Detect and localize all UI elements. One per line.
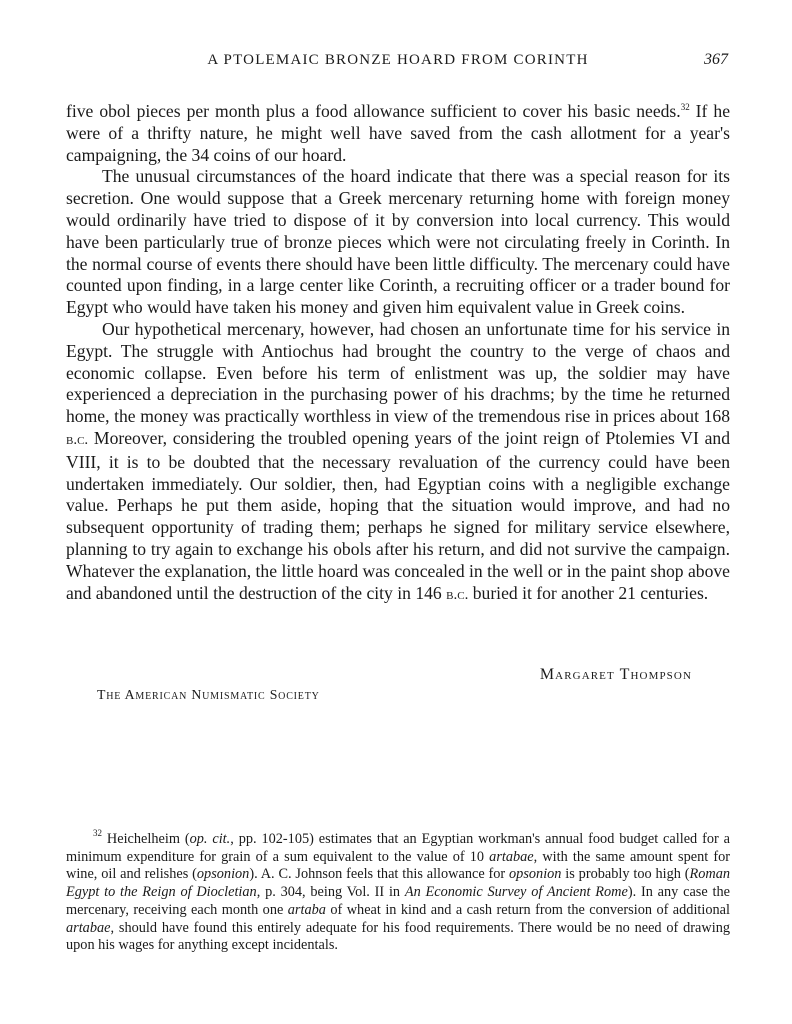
footnote-text: , pp. 102-105) estimates that an Egyptian workman's annual food budget called for a minimum expenditure for grain of a sum equivalent to the value of 10 [66, 831, 730, 865]
footnote-text: ). A. C. Johnson feels that this allowance for [249, 866, 510, 883]
footnote-text: Heichelheim ( [102, 831, 190, 847]
footnote-reference: 32 [680, 102, 690, 112]
footnote-italic: opsonion [509, 866, 562, 883]
footnote-italic: opsonion [196, 866, 250, 883]
author-affiliation: The American Numismatic Society [97, 687, 320, 702]
footnote-text: is probably too high ( [561, 866, 690, 883]
author-signature: Margaret Thompson [539, 666, 692, 683]
footnote-number: 32 [93, 828, 102, 838]
paragraph-continued [66, 101, 730, 166]
paragraph-text: five obol pieces per month plus a food allowance sufficient to cover his basic needs. [66, 101, 681, 121]
footnote-text: ). In any case the mercenary, receiving each month one [66, 884, 730, 918]
footnote [66, 828, 730, 955]
era-abbreviation: b.c. [66, 431, 89, 448]
footnote-italic: artabae [489, 848, 534, 865]
era-abbreviation: b.c. [446, 586, 469, 603]
paragraph: The unusual circumstances of the hoard indicate that there was a special reason for its secretion. One would suppose that a Greek mercenary returning home with foreign money would ordinarily have tried to dispose of it by conversion into local currency. This would have been particularly true of bronze pieces which were not circulating freely in Corinth. In the normal course of events there should have been little difficulty. The mercenary could have counted upon finding, in a large center like Corinth, a recruiting officer or a trader bound for Egypt who would have taken his money and given him equivalent value in Greek coins. [66, 166, 730, 318]
footnote-italic: Roman Egypt to the Reign of Diocletian [66, 866, 730, 901]
paragraph-text: Our hypothetical mercenary, however, had chosen an unfortunate time for his service in Egypt. The struggle with Antiochus had brought the country to the verge of chaos and economic collapse. Even before his term of enlistment was up, the soldier may have experienced a depreciation in the purchasing power of his drachms; by the time he returned home, the money was practically worthless in view of the tremendous rise in prices about 168 [66, 318, 730, 427]
article-body [66, 101, 730, 606]
paragraph-text: Moreover, considering the troubled opening years of the joint reign of Ptolemies VI and VIII, it is to be doubted that the necessary revaluation of the currency could have been undertaken immediately. Our soldier, then, had Egyptian coins with a negligible exchange value. Perhaps he put them aside, hoping that the situation would improve, and had no subsequent opportunity of trading them; perhaps he signed for military service elsewhere, planning to try again to exchange his obols after his return, and did not survive the campaign. Whatever the explanation, the little hoard was concealed in the well or in the paint shop above and abandoned until the destruction of the city in 146 [66, 427, 730, 603]
paragraph [66, 319, 730, 606]
footnote-italic: An Economic Survey of Ancient Rome [404, 884, 628, 901]
footnote-italic: artaba [287, 901, 326, 918]
paragraph-text: buried it for another 21 centuries. [468, 582, 709, 603]
footnote-italic: artabae [66, 919, 111, 936]
footnote-text: , p. 304, being Vol. II in [256, 884, 405, 901]
footnote-text: , should have found this entirely adequate for his food requirements. There would be no need of drawing upon his wages for anything except incidentals. [66, 919, 730, 954]
page-number: 367 [704, 51, 728, 68]
footnote-italic: op. cit. [189, 831, 231, 847]
paragraph-text: If he were of a thrifty nature, he might well have saved from the cash allotment for a year's campaigning, the 34 coins of our hoard. [66, 101, 731, 165]
running-head [66, 50, 730, 72]
footnote-text: of wheat in kind and a cash return from the conversion of additional [325, 901, 730, 918]
running-title: A PTOLEMAIC BRONZE HOARD FROM CORINTH [207, 52, 589, 68]
footnote-text: , with the same amount spent for wine, oil and relishes ( [66, 848, 730, 883]
